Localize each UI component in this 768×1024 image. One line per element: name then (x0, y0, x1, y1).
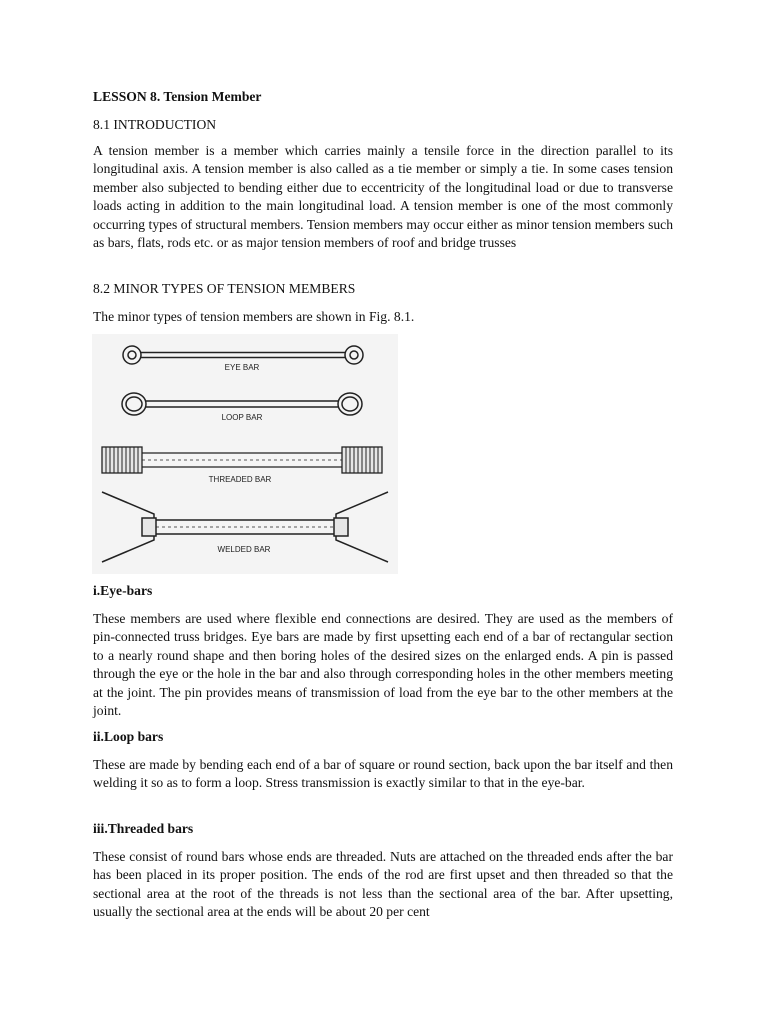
eye-bar-label: EYE BAR (224, 363, 260, 372)
eye-bars-paragraph: These members are used where flexible end connections are desired. They are used as the members of pin-connected truss bridges. Eye bars are made by first upsetting each end of a bar of rectangular section to a nearly round shape and then boring holes of the desired sizes on the enlarged ends. A pin is passed through the eye or the hole in the bar and also through corresponding holes in the other members meeting at the joint. The pin provides means of transmission of load from the eye bar to the other members at the joint. (93, 611, 673, 719)
threaded-bars-paragraph: These consist of round bars whose ends are threaded. Nuts are attached on the threaded ends after the bar has been placed in its proper position. The ends of the rod are first upset and then threaded so that the sectional area at the root of the threads is not less than the sectional area of the bar. After upsetting, usually the sectional area at the ends will be about 20 per cent (93, 849, 673, 920)
intro-paragraph: A tension member is a member which carries mainly a tensile force in the direction parallel to its longitudinal axis. A tension member is also called as a tie member or simply a tie. In some cases tension member also subjected to bending either due to eccentricity of the longitudinal load or due to transverse loads acting in addition to the main longitudinal load. A tension member is one of the most commonly occurring types of structural members. Tension members may occur either as minor tension members such as bars, flats, rods etc. or as major tension members of roof and bridge trusses (93, 143, 673, 251)
loop-bars-paragraph: These are made by bending each end of a bar of square or round section, back upon the bar itself and then welding it so as to form a loop. Stress transmission is exactly similar to that in the eye-bar. (93, 757, 673, 791)
threaded-bars-heading: iii.Threaded bars (93, 821, 194, 836)
threaded-bar-label: THREADED BAR (208, 475, 272, 484)
figure-8-1 (92, 334, 398, 574)
intro-heading: 8.1 INTRODUCTION (93, 117, 217, 132)
eye-bars-heading: i.Eye-bars (93, 583, 153, 598)
loop-bars-heading: ii.Loop bars (93, 729, 164, 744)
tension-members-diagram (92, 334, 398, 574)
threaded-bar-drawing (102, 447, 382, 473)
welded-bar-label: WELDED BAR (217, 545, 271, 554)
lesson-title: LESSON 8. Tension Member (93, 89, 262, 104)
minor-types-paragraph: The minor types of tension members are shown in Fig. 8.1. (93, 309, 415, 324)
minor-types-heading: 8.2 MINOR TYPES OF TENSION MEMBERS (93, 281, 356, 296)
loop-bar-label: LOOP BAR (221, 413, 263, 422)
eye-bar-drawing (123, 346, 363, 364)
loop-bar-drawing (122, 393, 362, 415)
